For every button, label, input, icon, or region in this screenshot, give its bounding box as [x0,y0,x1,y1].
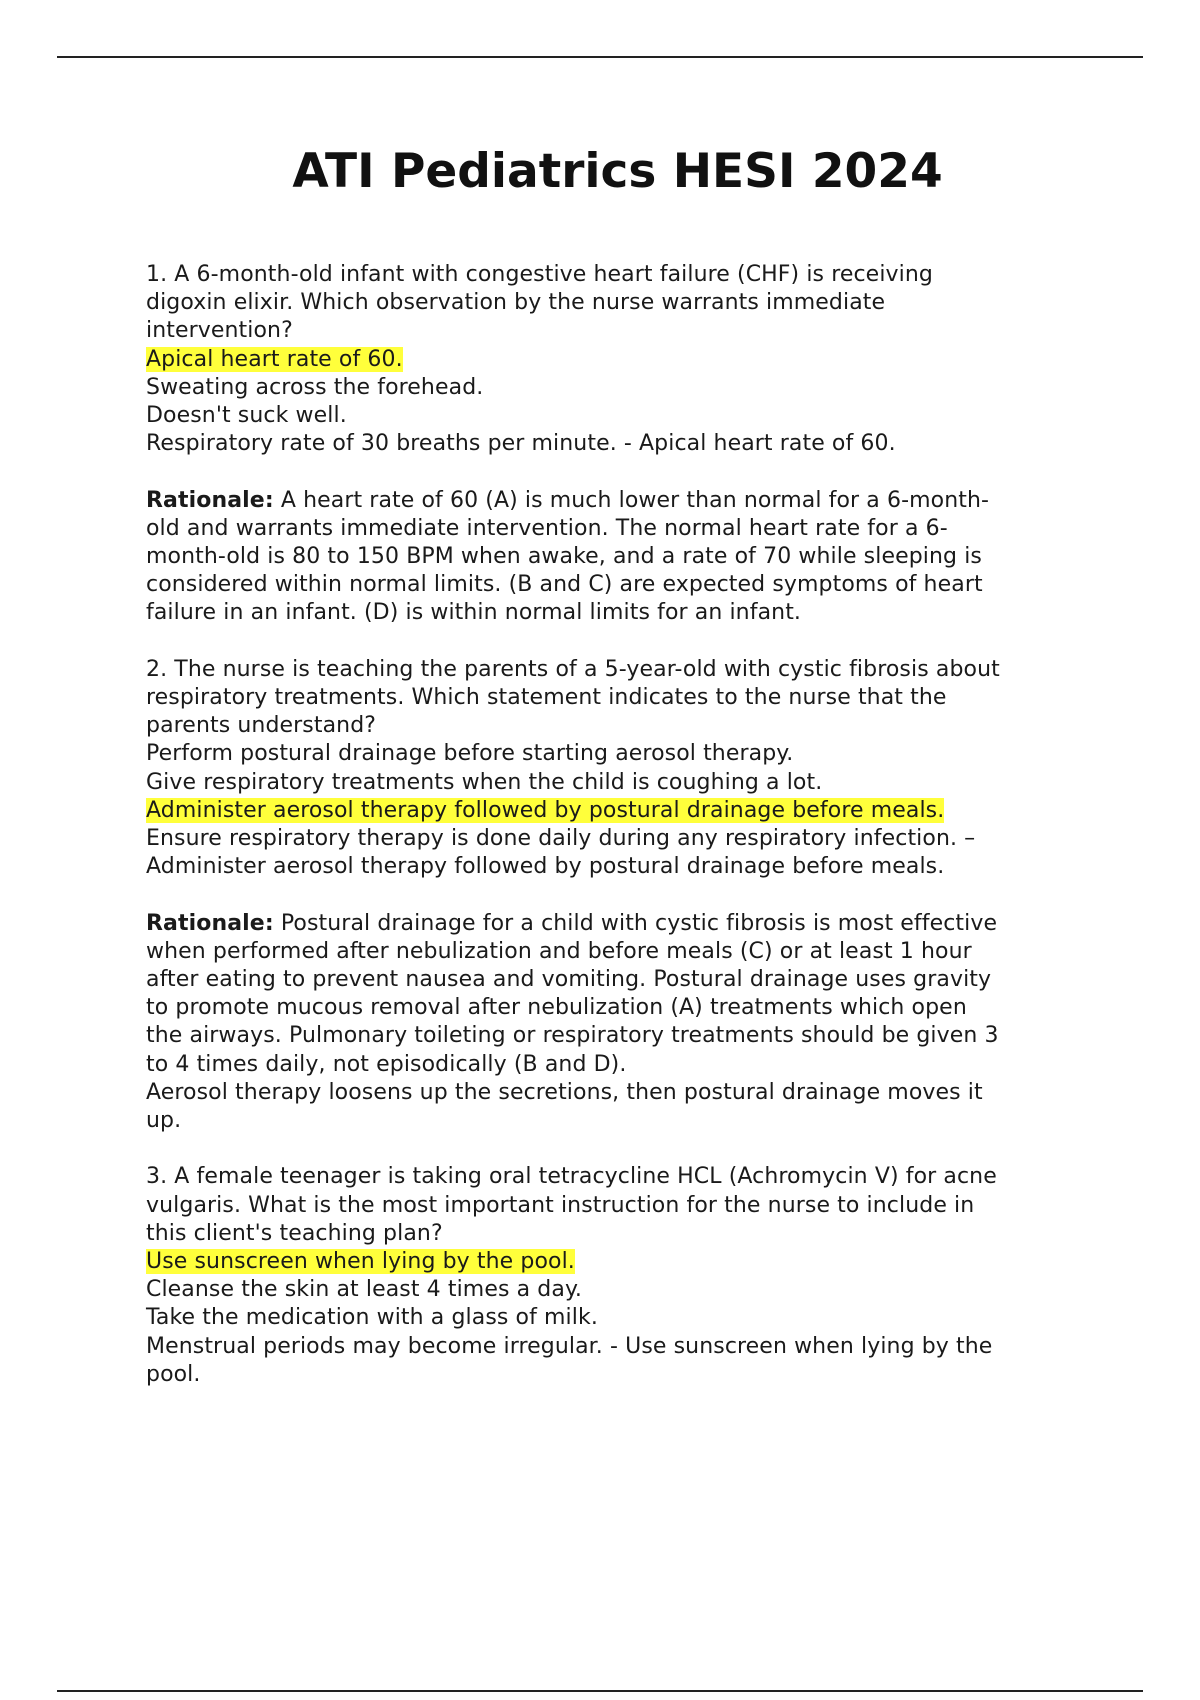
answer-option: Administer aerosol therapy followed by postural drainage before meals. [146,854,945,880]
top-rule [57,56,1143,58]
rationale-text: A heart rate of 60 (A) is much lower than normal for a 6-month- [273,487,990,513]
answer-option: Cleanse the skin at least 4 times a day. [146,1277,583,1303]
question-text-line: intervention? [146,318,293,344]
answer-option: pool. [146,1361,201,1387]
question-3 [146,1163,1091,1389]
question-text-line: vulgaris. What is the most important instruction for the nurse to include in [146,1192,975,1218]
rationale-1 [146,487,1091,628]
answer-option: Ensure respiratory therapy is done daily during any respiratory infection. – [146,826,976,852]
rationale-line: to promote mucous removal after nebulization (A) treatments which open [146,995,967,1021]
document-body [146,261,1091,1389]
bottom-rule [57,1690,1143,1692]
answer-option: Doesn't suck well. [146,403,347,429]
answer-option: Respiratory rate of 30 breaths per minute. - Apical heart rate of 60. [146,431,896,457]
rationale-line [146,910,1091,938]
rationale-text: Postural drainage for a child with cystic fibrosis is most effective [273,910,998,936]
answer-option-correct [146,346,1091,374]
answer-option: Give respiratory treatments when the child is coughing a lot. [146,769,823,795]
answer-option: Menstrual periods may become irregular. - Use sunscreen when lying by the [146,1333,993,1359]
question-1 [146,261,1091,458]
question-2 [146,656,1091,882]
question-text-line: respiratory treatments. Which statement indicates to the nurse that the [146,685,947,711]
question-text-line: parents understand? [146,713,377,739]
paragraph-gap [146,458,1091,486]
highlighted-answer: Apical heart rate of 60. [146,346,403,372]
rationale-line: considered within normal limits. (B and C) are expected symptoms of heart [146,572,983,598]
question-text-line: digoxin elixir. Which observation by the nurse warrants immediate [146,290,886,316]
rationale-2 [146,910,1091,1136]
answer-option: Take the medication with a glass of milk. [146,1305,598,1331]
answer-option-correct [146,1248,1091,1276]
question-text-line: 1. A 6-month-old infant with congestive heart failure (CHF) is receiving [146,262,933,287]
answer-option: Sweating across the forehead. [146,374,484,400]
highlighted-answer: Use sunscreen when lying by the pool. [146,1249,575,1275]
paragraph-gap [146,1135,1091,1163]
page-title: ATI Pediatrics HESI 2024 [292,144,943,199]
answer-option: Perform postural drainage before starting aerosol therapy. [146,741,794,767]
rationale-line: up. [146,1108,182,1134]
rationale-label: Rationale: [146,487,274,513]
paragraph-gap [146,881,1091,909]
rationale-line: the airways. Pulmonary toileting or respiratory treatments should be given 3 [146,1023,999,1049]
rationale-label: Rationale: [146,910,274,936]
rationale-line: old and warrants immediate intervention. The normal heart rate for a 6- [146,515,948,541]
rationale-line: month-old is 80 to 150 BPM when awake, and a rate of 70 while sleeping is [146,544,982,570]
rationale-line [146,487,1091,515]
question-text-line: 3. A female teenager is taking oral tetracycline HCL (Achromycin V) for acne [146,1164,997,1190]
highlighted-answer: Administer aerosol therapy followed by postural drainage before meals. [146,797,945,823]
rationale-line: Aerosol therapy loosens up the secretions, then postural drainage moves it [146,1079,983,1105]
rationale-line: after eating to prevent nausea and vomiting. Postural drainage uses gravity [146,967,992,993]
question-text-line: 2. The nurse is teaching the parents of a 5-year-old with cystic fibrosis about [146,656,1000,682]
answer-option-correct [146,797,1091,825]
question-text-line: this client's teaching plan? [146,1220,443,1246]
rationale-line: to 4 times daily, not episodically (B and D). [146,1051,627,1077]
rationale-line: when performed after nebulization and before meals (C) or at least 1 hour [146,938,972,964]
paragraph-gap [146,628,1091,656]
rationale-line: failure in an infant. (D) is within normal limits for an infant. [146,600,802,626]
